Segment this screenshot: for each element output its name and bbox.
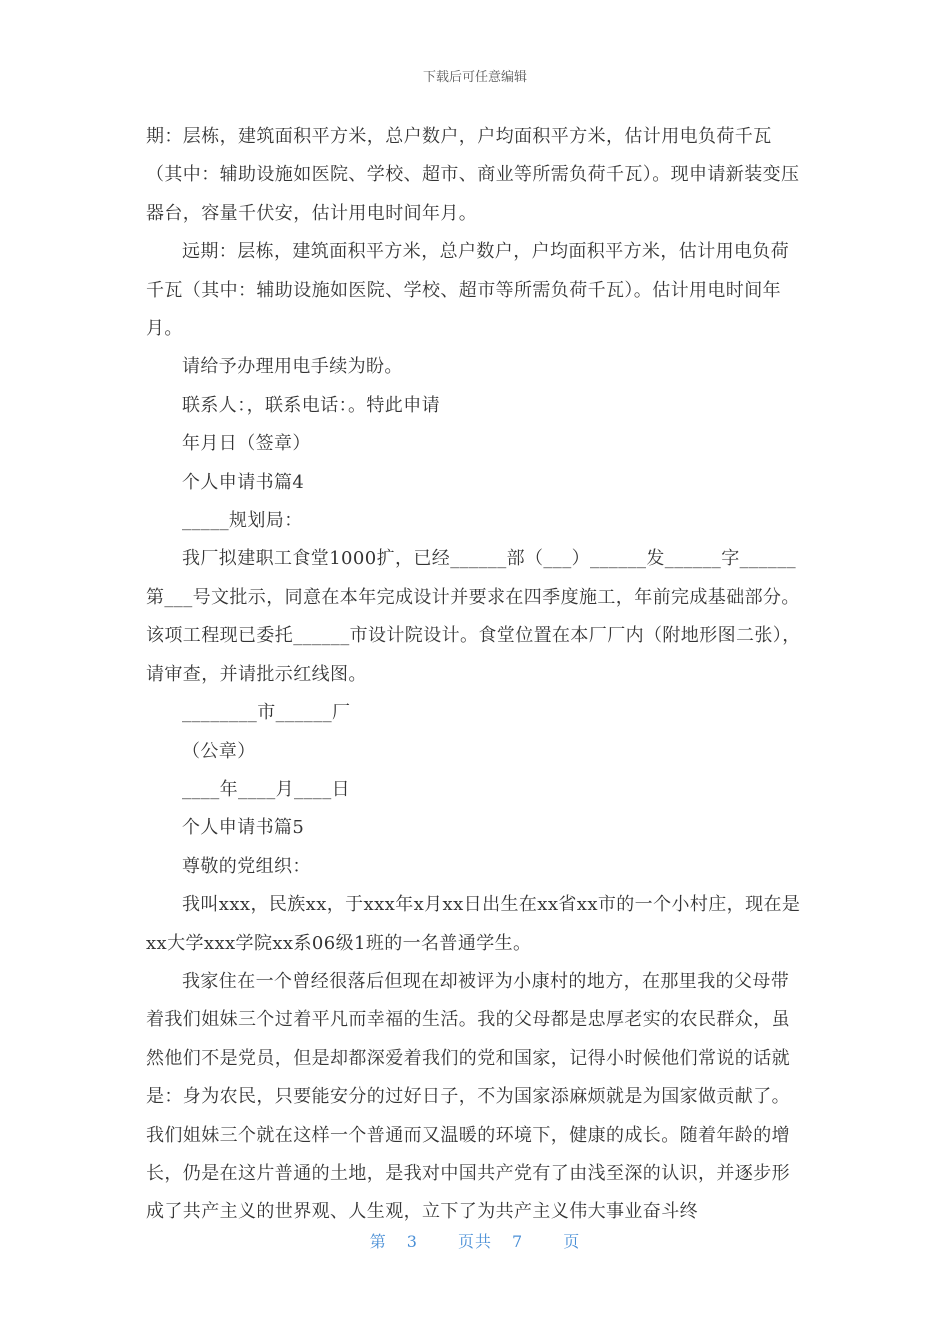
footer-middle: 页共	[457, 1232, 492, 1251]
footer-suffix: 页	[563, 1232, 581, 1251]
page-footer	[0, 1229, 950, 1252]
paragraph: ____年____月____日	[182, 778, 350, 800]
footer-prefix: 第	[369, 1232, 387, 1251]
paragraph: ________市______厂	[182, 702, 351, 724]
paragraph: _____规划局：	[182, 510, 303, 532]
paragraph: （公章）	[182, 740, 256, 762]
footer-page-number: 3	[406, 1232, 418, 1251]
section-heading: 个人申请书篇5	[182, 817, 305, 839]
paragraph: 年月日（签章）	[182, 433, 311, 455]
paragraph: 我叫xxx，民族xx，于xxx年x月xx日出生在xx省xx市的一个小村庄，现在是xx大学xxx学院xx系06级1班的一名普通学生。	[146, 894, 801, 954]
paragraph: 请给予办理用电手续为盼。	[182, 356, 403, 378]
paragraph: 我家住在一个曾经很落后但现在却被评为小康村的地方，在那里我的父母带着我们姐妹三个过着平凡而幸福的生活。我的父母都是忠厚老实的农民群众，虽然他们不是党员，但是却都深爱着我们的党和国家，记得小时候他们常说的话就是：身为农民，只要能安分的过好日子，不为国家添麻烦就是为国家做贡献了。我们姐妹三个就在这样一个普通而又温暖的环境下，健康的成长。随着年龄的增长，仍是在这片普通的土地，是我对中国共产党有了由浅至深的认识，并逐步形成了共产主义的世界观、人生观，立下了为共产主义伟大事业奋斗终	[146, 970, 790, 1223]
document-body	[146, 118, 806, 1232]
paragraph: 我厂拟建职工食堂1000扩，已经______部（___）______发______字______第___号文批示，同意在本年完成设计并要求在四季度施工，年前完成基础部分。该项工程现已委托______市设计院设计。食堂位置在本厂厂内（附地形图二张），请审查，并请批示红线图。	[146, 548, 801, 685]
paragraph: 远期：层栋，建筑面积平方米，总户数户，户均面积平方米，估计用电负荷千瓦（其中：辅助设施如医院、学校、超市等所需负荷千瓦）。估计用电时间年月。	[146, 241, 790, 340]
paragraph: 联系人：，联系电话：。特此申请	[182, 394, 440, 416]
paragraph: 尊敬的党组织：	[182, 855, 311, 877]
section-heading: 个人申请书篇4	[182, 471, 305, 493]
paragraph: 期：层栋，建筑面积平方米，总户数户，户均面积平方米，估计用电负荷千瓦（其中：辅助设施如医院、学校、超市、商业等所需负荷千瓦）。现申请新装变压器台，容量千伏安，估计用电时间年月。	[146, 126, 800, 224]
page-header: 下载后可任意编辑	[422, 70, 527, 85]
footer-total-pages: 7	[512, 1232, 524, 1251]
